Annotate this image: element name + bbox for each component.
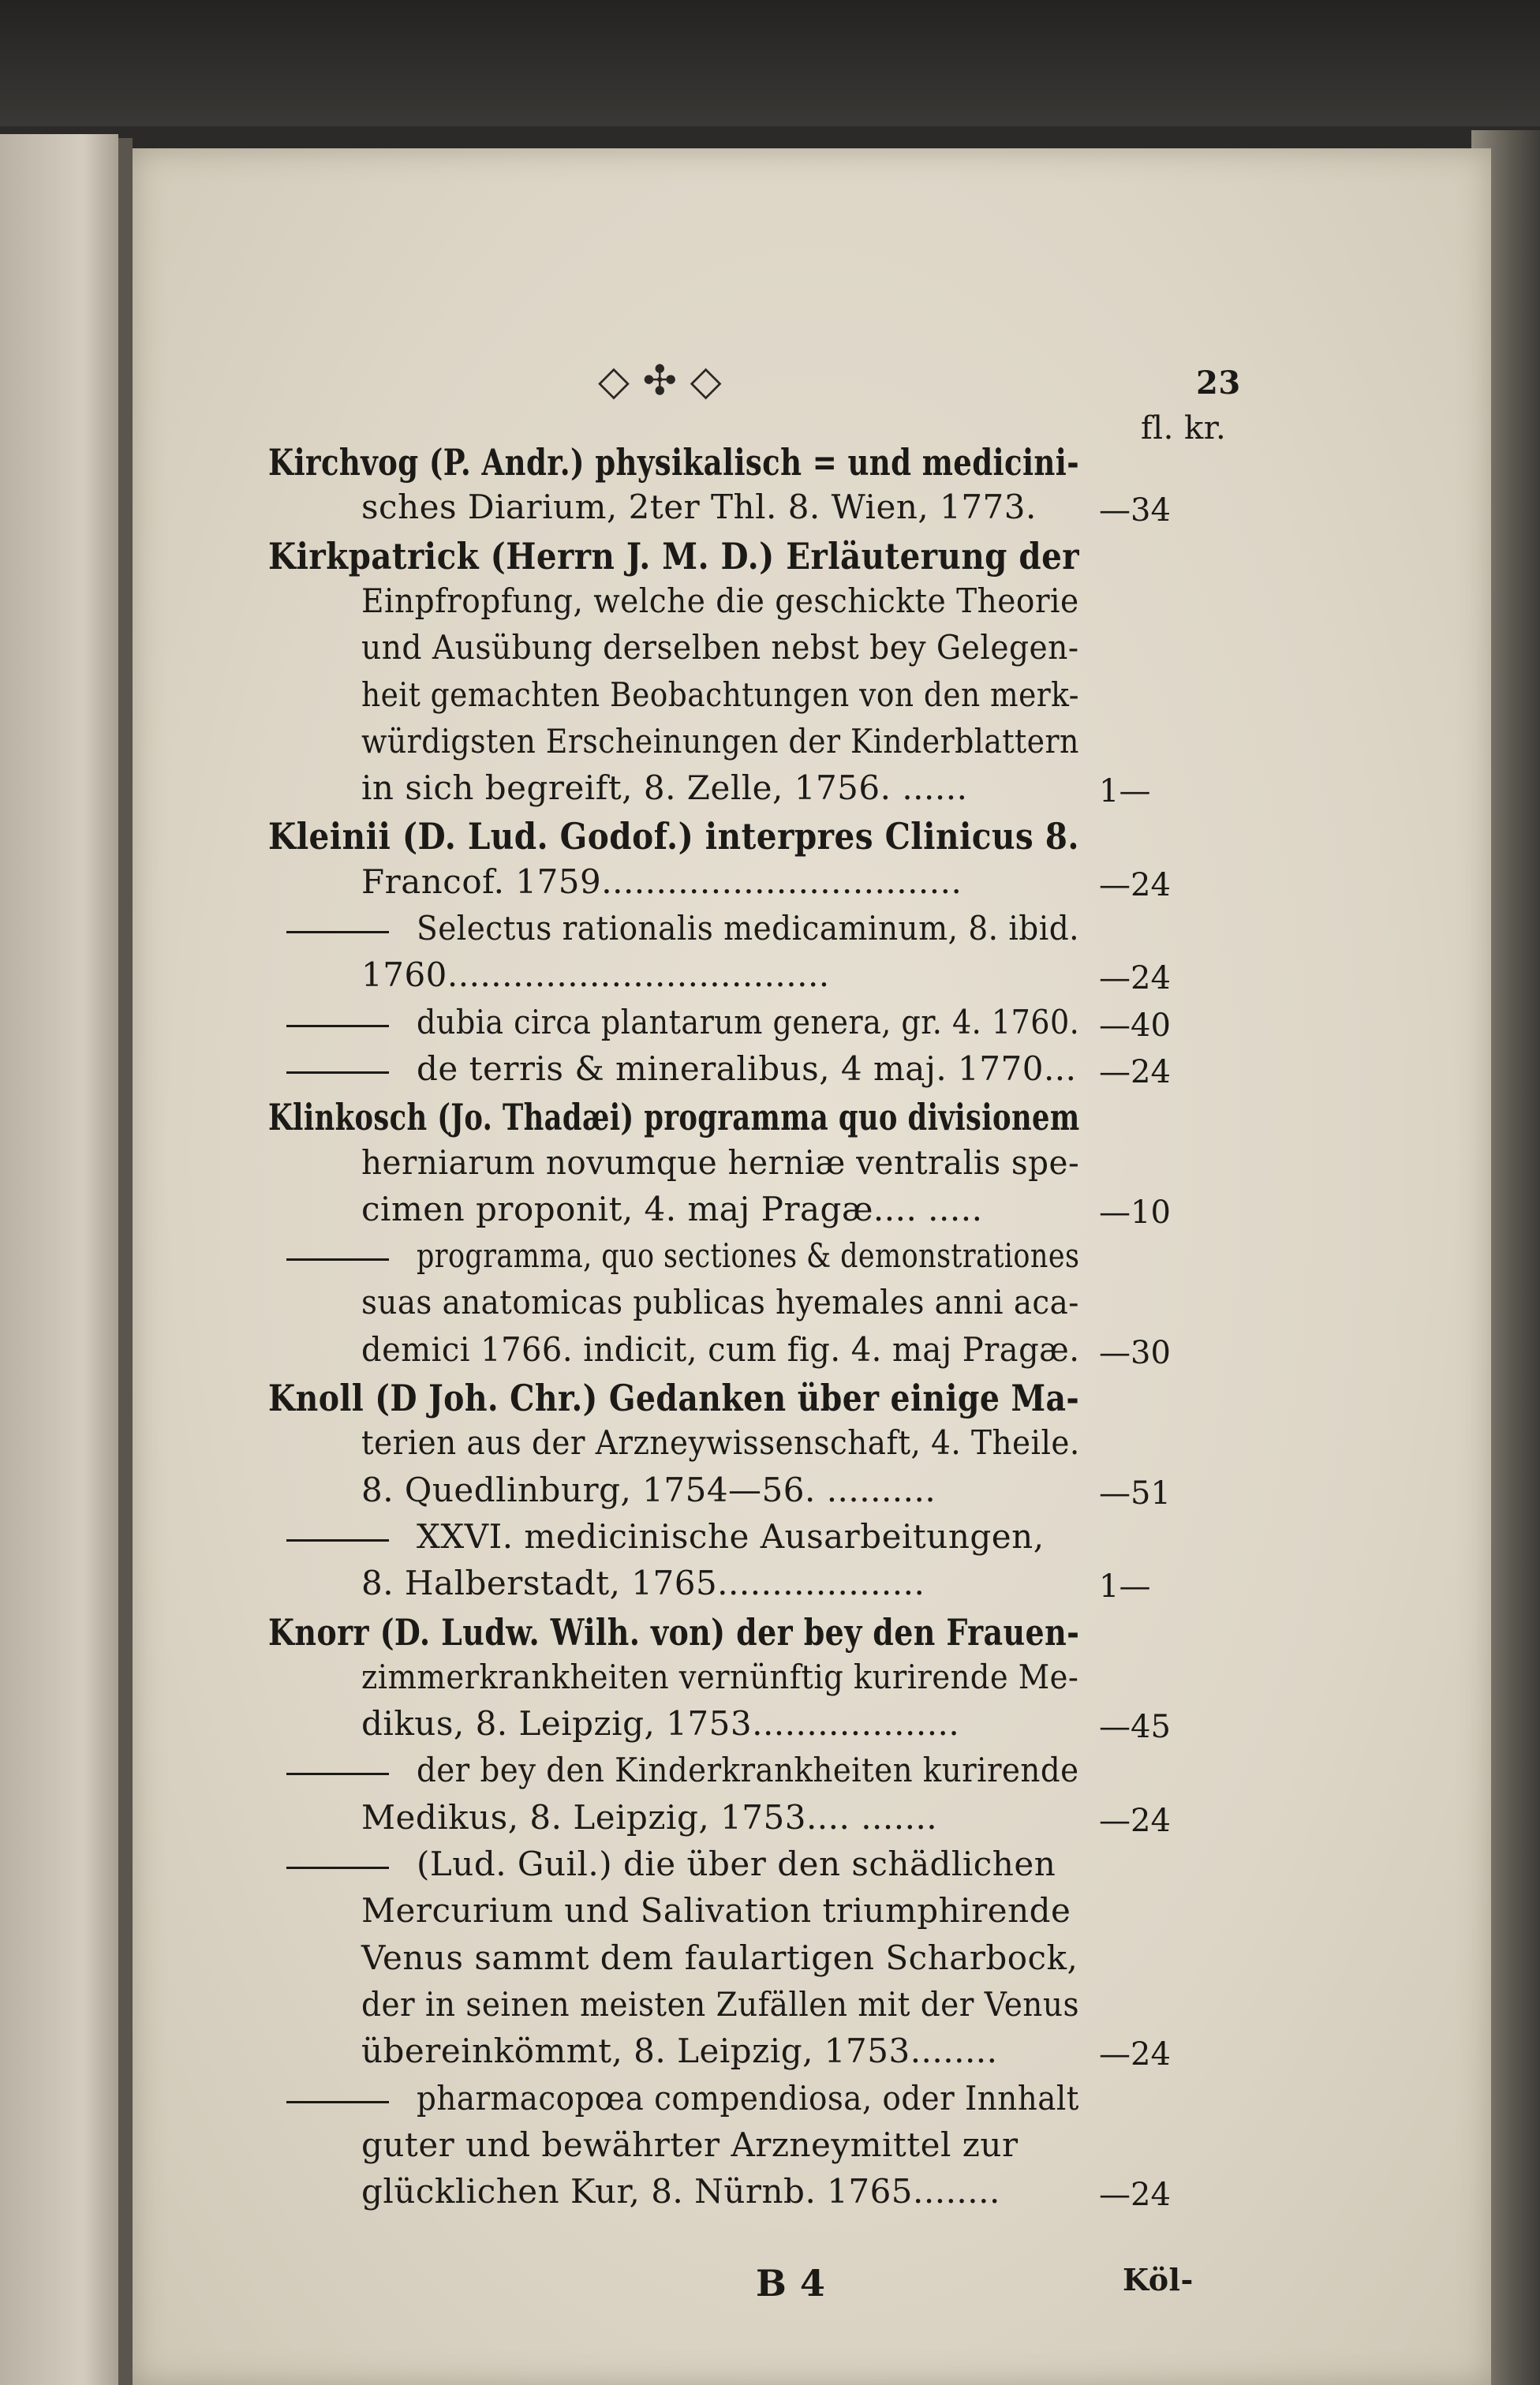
ditto-dash [286,2101,389,2103]
entry-line: in sich begreift, 8. Zelle, 1756. ...... [361,768,968,808]
entry-line: Venus sammt dem faulartigen Scharbock, [361,1938,1078,1977]
entry-line: Medikus, 8. Leipzig, 1753.... ....... [361,1797,938,1837]
entry-line: dikus, 8. Leipzig, 1753................... [361,1704,960,1744]
price: —24 [1099,2177,1171,2214]
entry-line: übereinkömmt, 8. Leipzig, 1753........ [361,2032,998,2071]
price: —40 [1099,1007,1171,1044]
ditto-dash [286,1258,389,1261]
entry-line: sches Diarium, 2ter Thl. 8. Wien, 1773. [361,488,1037,527]
entry-line: terien aus der Arzneywissenschaft, 4. Theile. [361,1423,1080,1463]
ditto-dash [286,1025,389,1027]
entry-heading-line: Knorr (D. Ludw. Wilh. von) der bey den Frauen- [268,1610,1080,1654]
price: —24 [1099,1802,1171,1839]
entry-line: Einpfropfung, welche die geschickte Theorie [361,581,1079,620]
entry-line: 8. Quedlinburg, 1754—56. .......... [361,1470,936,1509]
entry-line: der in seinen meisten Zufällen mit der Venus [361,1984,1079,2024]
entry-line: dubia circa plantarum genera, gr. 4. 1760. [417,1002,1080,1041]
entry-line: programma, quo sectiones & demonstrationes [417,1236,1080,1276]
page-number: 23 [1196,364,1241,402]
ditto-dash [286,931,389,933]
price: —34 [1099,492,1171,529]
ditto-dash [286,1539,389,1542]
entry-heading-line: Kirkpatrick (Herrn J. M. D.) Erläuterung der [268,534,1080,578]
price: —24 [1099,866,1171,903]
currency-header: fl. kr. [1141,410,1227,447]
price: 1— [1099,773,1151,810]
entry-line: heit gemachten Beobachtungen von den merk- [361,675,1079,714]
entry-line: cimen proponit, 4. maj Pragæ.... ..... [361,1189,983,1228]
entry-line: würdigsten Erscheinungen der Kinderblattern [361,721,1079,761]
catchword: Köl- [1123,2262,1194,2297]
left-page-edge [0,134,118,2385]
entry-line: (Lud. Guil.) die über den schädlichen [417,1845,1056,1883]
entry-line: guter und bewährter Arzneymittel zur [361,2125,1019,2164]
book-page [133,148,1491,2385]
entry-line: Selectus rationalis medicaminum, 8. ibid. [417,909,1080,948]
signature-mark: B 4 [756,2262,826,2305]
price: —10 [1099,1194,1171,1231]
entry-line: XXVI. medicinische Ausarbeitungen, [417,1516,1045,1556]
entry-heading-line: Kleinii (D. Lud. Godof.) interpres Clinicus 8. [268,815,1079,858]
entry-line: suas anatomicas publicas hyemales anni aca- [361,1283,1079,1322]
price: —24 [1099,960,1171,997]
entry-line: zimmerkrankheiten vernünftig kurirende Me- [361,1657,1079,1696]
background-top [0,0,1540,126]
entry-heading-line: Kirchvog (P. Andr.) physikalisch = und medicini- [268,441,1079,484]
entry-line: demici 1766. indicit, cum fig. 4. maj Pragæ. [361,1329,1080,1369]
ditto-dash [286,1867,389,1869]
entry-heading-line: Klinkosch (Jo. Thadæi) programma quo divisionem [268,1096,1080,1139]
entry-line: de terris & mineralibus, 4 maj. 1770... [417,1049,1077,1088]
price: —24 [1099,2036,1171,2073]
entry-line: 1760................................... [361,955,830,995]
entry-line: der bey den Kinderkrankheiten kurirende [417,1751,1079,1790]
entry-line: pharmacopœa compendiosa, oder Innhalt [417,2078,1079,2118]
price: 1— [1099,1568,1151,1606]
entry-heading-line: Knoll (D Joh. Chr.) Gedanken über einige Ma- [268,1377,1080,1419]
price: —30 [1099,1334,1171,1371]
ditto-dash [286,1773,389,1775]
entry-line: herniarum novumque herniæ ventralis spe- [361,1142,1080,1182]
book-gutter [118,138,133,2385]
header-ornament: ◇ ✣ ◇ [598,357,722,405]
entry-line: glücklichen Kur, 8. Nürnb. 1765........ [361,2172,1000,2211]
ditto-dash [286,1071,389,1074]
price: —45 [1099,1709,1171,1746]
price: —51 [1099,1475,1171,1512]
price: —24 [1099,1053,1171,1090]
entry-line: Francof. 1759................................. [361,862,962,901]
entry-line: 8. Halberstadt, 1765................... [361,1564,925,1603]
entry-line: Mercurium und Salivation triumphirende [361,1891,1071,1931]
entry-line: und Ausübung derselben nebst bey Gelegen- [361,628,1079,667]
